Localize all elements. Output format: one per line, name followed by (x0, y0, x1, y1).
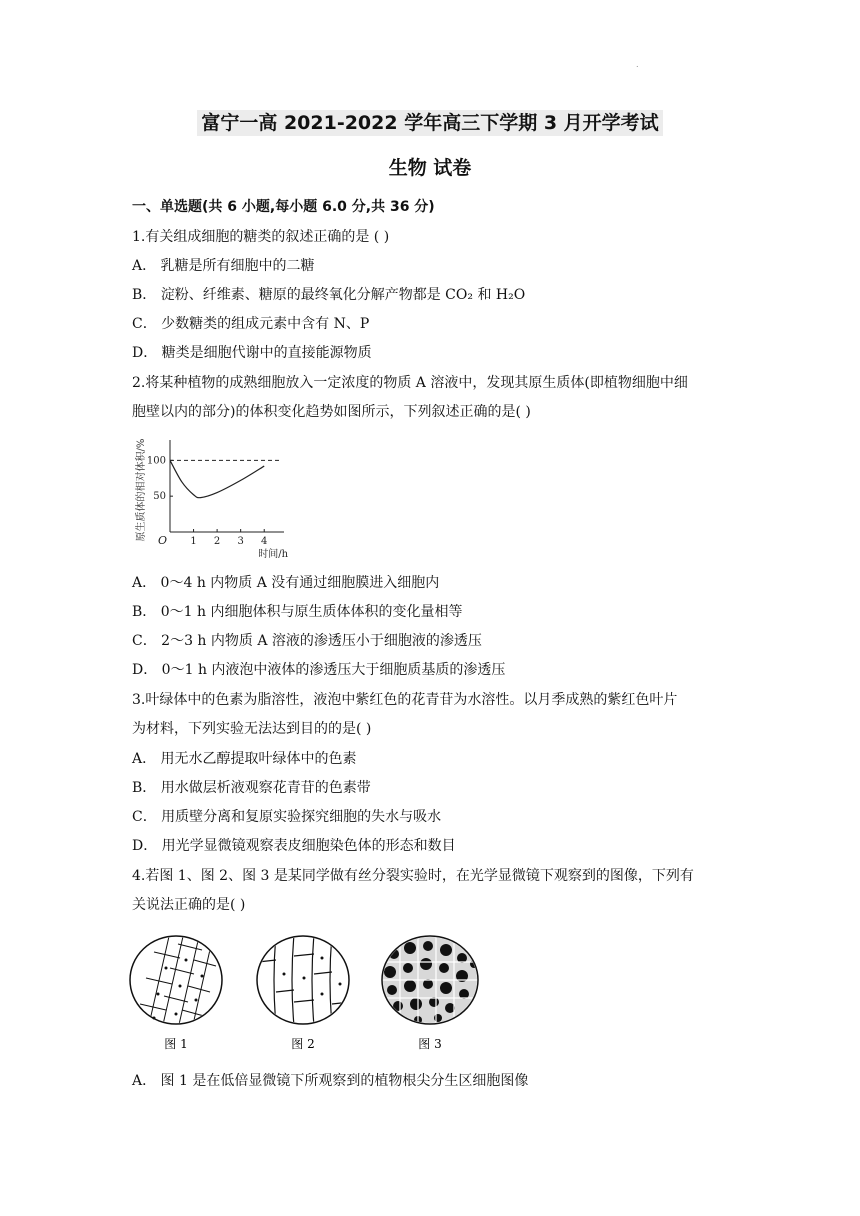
section-heading: 一、单选题(共 6 小题,每小题 6.0 分,共 36 分) (132, 199, 435, 215)
q2-option-c: C． 2～3 h 内物质 A 溶液的渗透压小于细胞液的渗透压 (132, 633, 482, 649)
page-subtitle: 生物 试卷 (388, 157, 472, 179)
q3-option-a: A． 用无水乙醇提取叶绿体中的色素 (132, 751, 357, 767)
q2-option-a: A． 0～4 h 内物质 A 没有通过细胞膜进入细胞内 (132, 575, 440, 591)
micrograph-2 (257, 934, 350, 1026)
q3-option-b: B． 用水做层析液观察花青苷的色素带 (132, 780, 371, 796)
q4-option-a: A． 图 1 是在低倍显微镜下所观察到的植物根尖分生区细胞图像 (132, 1073, 529, 1089)
q2-stem-line2: 胞壁以内的部分)的体积变化趋势如图所示，下列叙述正确的是( ) (132, 404, 531, 420)
q1-option-a: A． 乳糖是所有细胞中的二糖 (132, 258, 315, 274)
q4-stem-line2: 关说法正确的是( ) (132, 897, 246, 913)
chart-y-label: 原生质体的相对体积/% (136, 438, 147, 542)
chart-origin-label: O (158, 534, 168, 547)
figure-1-label: 图 1 (164, 1037, 188, 1051)
chart-x-tick-label: 3 (237, 536, 244, 547)
q1-stem: 1.有关组成细胞的糖类的叙述正确的是 ( ) (132, 229, 390, 245)
chart-x-tick-label: 1 (190, 536, 197, 547)
microscope-figures (128, 934, 488, 1056)
q3-option-c: C． 用质壁分离和复原实验探究细胞的失水与吸水 (132, 809, 442, 825)
q1-option-b: B． 淀粉、纤维素、糖原的最终氧化分解产物都是 CO₂ 和 H₂O (132, 287, 526, 303)
q2-option-d: D． 0～1 h 内液泡中液体的渗透压大于细胞质基质的渗透压 (132, 662, 506, 678)
q2-stem-line1: 2.将某种植物的成熟细胞放入一定浓度的物质 A 溶液中，发现其原生质体(即植物细胞中细 (132, 375, 688, 391)
q1-option-d: D． 糖类是细胞代谢中的直接能源物质 (132, 345, 372, 361)
chart-x-tick-label: 2 (213, 536, 221, 547)
figure-2-label: 图 2 (291, 1037, 315, 1051)
q3-stem-line2: 为材料，下列实验无法达到目的的是( ) (132, 721, 372, 737)
chart-y-tick-label: 50 (153, 491, 166, 503)
q3-stem-line1: 3.叶绿体中的色素为脂溶性，液泡中紫红色的花青苷为水溶性。以月季成熟的紫红色叶片 (132, 692, 678, 708)
chart-series-line (170, 460, 264, 497)
micrograph-1 (130, 934, 222, 1029)
chart-x-label: 时间/h (258, 549, 289, 560)
q3-option-d: D． 用光学显微镜观察表皮细胞染色体的形态和数目 (132, 838, 456, 854)
q4-stem-line1: 4.若图 1、图 2、图 3 是某同学做有丝分裂实验时，在光学显微镜下观察到的图像，下列有 (132, 868, 694, 884)
page-title: 富宁一高 2021-2022 学年高三下学期 3 月开学考试 (0, 108, 860, 135)
page-dot: . (636, 60, 639, 69)
q1-option-c: C． 少数糖类的组成元素中含有 N、P (132, 316, 370, 332)
chart-x-tick-label: 4 (261, 536, 268, 547)
q2-option-b: B． 0～1 h 内细胞体积与原生质体体积的变化量相等 (132, 604, 463, 620)
figure-3-label: 图 3 (418, 1037, 442, 1051)
chart-y-tick-label: 100 (146, 455, 166, 467)
protoplast-volume-chart (128, 430, 298, 560)
micrograph-3 (382, 934, 478, 1026)
